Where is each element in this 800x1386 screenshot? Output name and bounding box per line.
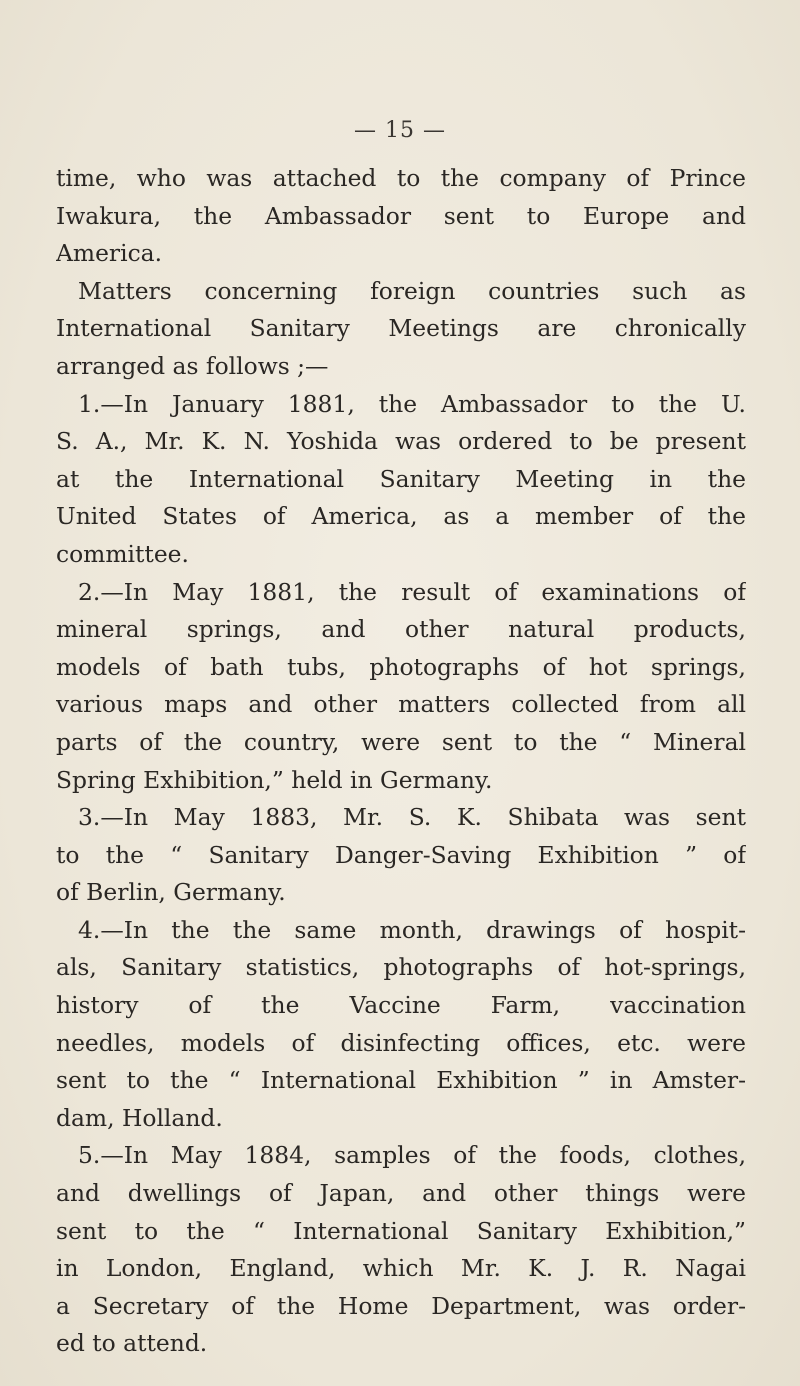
text-line: 5.—In May 1884, samples of the foods, clothes, [78,1141,746,1170]
text-line: time, who was attached to the company of Prince [56,164,746,192]
text-line: at the International Sanitary Meeting in the [56,464,746,493]
body-text [56,160,746,1363]
text-line: United States of America, as a member of the [56,502,746,531]
text-line: sent to the “ International Exhibition ” in Amster- [56,1066,746,1095]
text-line: to the “ Sanitary Danger-Saving Exhibition ” of [56,840,746,869]
text-line: committee. [56,539,189,568]
text-line: America. [56,239,163,268]
text-line: models of bath tubs, photographs of hot springs, [56,652,746,681]
text-line: Iwakura, the Ambassador sent to Europe and [56,201,746,230]
text-line: Spring Exhibition,” held in Germany. [56,765,493,794]
text-line: Matters concerning foreign countries such as [78,276,746,305]
text-line: of Berlin, Germany. [56,878,286,907]
text-line: 4.—In the the same month, drawings of hospit- [78,915,746,944]
text-line: als, Sanitary statistics, photographs of hot-springs, [56,953,746,982]
text-line: and dwellings of Japan, and other things were [56,1179,746,1208]
text-line: International Sanitary Meetings are chronically [56,314,746,343]
text-line: S. A., Mr. K. N. Yoshida was ordered to be present [56,427,746,456]
text-line: 1.—In January 1881, the Ambassador to the U. [78,389,746,418]
text-line: needles, models of disinfecting offices, etc. were [56,1028,746,1057]
text-line: arranged as follows ;— [56,351,329,380]
text-line: 2.—In May 1881, the result of examinations of [78,577,746,606]
text-line: in London, England, which Mr. K. J. R. Nagai [56,1254,746,1283]
text-line: a Secretary of the Home Department, was order- [56,1291,746,1320]
text-line: parts of the country, were sent to the “ Mineral [56,727,746,756]
text-line: ed to attend. [56,1329,208,1358]
text-line: history of the Vaccine Farm, vaccination [56,991,746,1020]
text-line: 3.—In May 1883, Mr. S. K. Shibata was sent [78,803,746,832]
text-line: sent to the “ International Sanitary Exhibition,” [56,1216,746,1245]
text-line: dam, Holland. [56,1103,223,1132]
text-line: various maps and other matters collected from all [56,690,746,719]
page-number: — 15 — [354,118,446,143]
text-line: mineral springs, and other natural products, [56,615,746,644]
